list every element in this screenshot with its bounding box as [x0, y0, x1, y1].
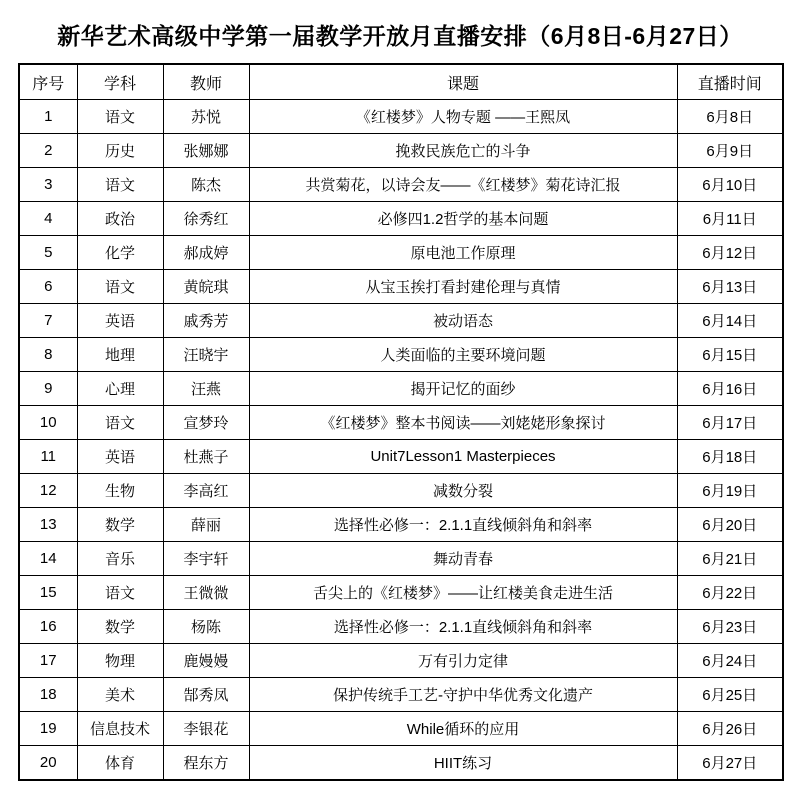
cell-subject: 美术 — [77, 678, 163, 712]
table-row — [19, 746, 783, 781]
cell-topic: 人类面临的主要环境问题 — [249, 338, 677, 372]
cell-teacher: 汪燕 — [163, 372, 249, 406]
cell-teacher: 徐秀红 — [163, 202, 249, 236]
table-row — [19, 304, 783, 338]
cell-subject: 英语 — [77, 440, 163, 474]
table-row — [19, 134, 783, 168]
cell-subject: 政治 — [77, 202, 163, 236]
cell-time: 6月22日 — [677, 576, 783, 610]
cell-topic: 原电池工作原理 — [249, 236, 677, 270]
cell-teacher: 郜秀凤 — [163, 678, 249, 712]
cell-time: 6月17日 — [677, 406, 783, 440]
table-row — [19, 678, 783, 712]
cell-subject: 英语 — [77, 304, 163, 338]
cell-teacher: 薛丽 — [163, 508, 249, 542]
table-row — [19, 406, 783, 440]
schedule-table-body — [19, 100, 783, 781]
cell-teacher: 郝成婷 — [163, 236, 249, 270]
cell-time: 6月23日 — [677, 610, 783, 644]
cell-index: 2 — [19, 134, 77, 168]
table-row — [19, 712, 783, 746]
table-row — [19, 236, 783, 270]
cell-topic: 挽救民族危亡的斗争 — [249, 134, 677, 168]
cell-time: 6月24日 — [677, 644, 783, 678]
cell-teacher: 黄皖琪 — [163, 270, 249, 304]
cell-index: 8 — [19, 338, 77, 372]
table-header-row — [19, 64, 783, 100]
cell-topic: 保护传统手工艺-守护中华优秀文化遗产 — [249, 678, 677, 712]
cell-index: 7 — [19, 304, 77, 338]
cell-subject: 体育 — [77, 746, 163, 781]
column-header-subject: 学科 — [77, 64, 163, 100]
cell-teacher: 鹿嫚嫚 — [163, 644, 249, 678]
cell-topic: 万有引力定律 — [249, 644, 677, 678]
cell-topic: 共赏菊花，以诗会友——《红楼梦》菊花诗汇报 — [249, 168, 677, 202]
cell-index: 5 — [19, 236, 77, 270]
table-row — [19, 100, 783, 134]
cell-teacher: 宣梦玲 — [163, 406, 249, 440]
cell-teacher: 张娜娜 — [163, 134, 249, 168]
cell-index: 16 — [19, 610, 77, 644]
cell-time: 6月14日 — [677, 304, 783, 338]
cell-topic: 从宝玉挨打看封建伦理与真情 — [249, 270, 677, 304]
cell-teacher: 李高红 — [163, 474, 249, 508]
cell-time: 6月13日 — [677, 270, 783, 304]
cell-subject: 音乐 — [77, 542, 163, 576]
cell-topic: 《红楼梦》人物专题 ——王熙凤 — [249, 100, 677, 134]
table-row — [19, 440, 783, 474]
cell-subject: 语文 — [77, 576, 163, 610]
cell-time: 6月25日 — [677, 678, 783, 712]
table-row — [19, 644, 783, 678]
column-header-topic: 课题 — [249, 64, 677, 100]
cell-index: 17 — [19, 644, 77, 678]
cell-topic: 选择性必修一：2.1.1直线倾斜角和斜率 — [249, 508, 677, 542]
table-row — [19, 202, 783, 236]
cell-index: 11 — [19, 440, 77, 474]
cell-subject: 数学 — [77, 610, 163, 644]
page-title: 新华艺术高级中学第一届教学开放月直播安排（6月8日-6月27日） — [57, 23, 743, 49]
cell-teacher: 程东方 — [163, 746, 249, 781]
cell-topic: HIIT练习 — [249, 746, 677, 781]
cell-topic: Unit7Lesson1 Masterpieces — [249, 440, 677, 474]
table-row — [19, 508, 783, 542]
cell-topic: While循环的应用 — [249, 712, 677, 746]
cell-subject: 语文 — [77, 168, 163, 202]
column-header-time: 直播时间 — [677, 64, 783, 100]
cell-time: 6月26日 — [677, 712, 783, 746]
cell-index: 15 — [19, 576, 77, 610]
table-row — [19, 372, 783, 406]
cell-index: 13 — [19, 508, 77, 542]
cell-topic: 被动语态 — [249, 304, 677, 338]
cell-subject: 生物 — [77, 474, 163, 508]
cell-index: 20 — [19, 746, 77, 781]
table-row — [19, 542, 783, 576]
cell-index: 6 — [19, 270, 77, 304]
cell-index: 12 — [19, 474, 77, 508]
cell-topic: 必修四1.2哲学的基本问题 — [249, 202, 677, 236]
cell-index: 19 — [19, 712, 77, 746]
cell-teacher: 戚秀芳 — [163, 304, 249, 338]
cell-topic: 舌尖上的《红楼梦》——让红楼美食走进生活 — [249, 576, 677, 610]
table-row — [19, 610, 783, 644]
cell-teacher: 苏悦 — [163, 100, 249, 134]
cell-subject: 信息技术 — [77, 712, 163, 746]
cell-topic: 选择性必修一：2.1.1直线倾斜角和斜率 — [249, 610, 677, 644]
cell-subject: 化学 — [77, 236, 163, 270]
cell-time: 6月10日 — [677, 168, 783, 202]
cell-subject: 数学 — [77, 508, 163, 542]
table-row — [19, 576, 783, 610]
cell-time: 6月20日 — [677, 508, 783, 542]
cell-topic: 舞动青春 — [249, 542, 677, 576]
schedule-table — [18, 63, 784, 781]
cell-index: 10 — [19, 406, 77, 440]
cell-teacher: 陈杰 — [163, 168, 249, 202]
column-header-index: 序号 — [19, 64, 77, 100]
cell-teacher: 李银花 — [163, 712, 249, 746]
cell-subject: 语文 — [77, 270, 163, 304]
cell-teacher: 汪晓宇 — [163, 338, 249, 372]
cell-subject: 物理 — [77, 644, 163, 678]
table-row — [19, 270, 783, 304]
cell-index: 14 — [19, 542, 77, 576]
cell-time: 6月16日 — [677, 372, 783, 406]
cell-index: 18 — [19, 678, 77, 712]
cell-subject: 语文 — [77, 100, 163, 134]
cell-topic: 减数分裂 — [249, 474, 677, 508]
cell-time: 6月19日 — [677, 474, 783, 508]
cell-time: 6月12日 — [677, 236, 783, 270]
cell-time: 6月18日 — [677, 440, 783, 474]
cell-time: 6月27日 — [677, 746, 783, 781]
cell-topic: 《红楼梦》整本书阅读——刘姥姥形象探讨 — [249, 406, 677, 440]
cell-index: 9 — [19, 372, 77, 406]
cell-teacher: 王微微 — [163, 576, 249, 610]
cell-time: 6月11日 — [677, 202, 783, 236]
cell-subject: 地理 — [77, 338, 163, 372]
cell-time: 6月15日 — [677, 338, 783, 372]
cell-teacher: 李宇轩 — [163, 542, 249, 576]
cell-subject: 语文 — [77, 406, 163, 440]
cell-teacher: 杨陈 — [163, 610, 249, 644]
cell-time: 6月21日 — [677, 542, 783, 576]
cell-time: 6月8日 — [677, 100, 783, 134]
cell-teacher: 杜燕子 — [163, 440, 249, 474]
cell-index: 1 — [19, 100, 77, 134]
table-row — [19, 474, 783, 508]
cell-time: 6月9日 — [677, 134, 783, 168]
table-row — [19, 168, 783, 202]
cell-subject: 历史 — [77, 134, 163, 168]
cell-subject: 心理 — [77, 372, 163, 406]
cell-topic: 揭开记忆的面纱 — [249, 372, 677, 406]
table-row — [19, 338, 783, 372]
cell-index: 3 — [19, 168, 77, 202]
cell-index: 4 — [19, 202, 77, 236]
column-header-teacher: 教师 — [163, 64, 249, 100]
